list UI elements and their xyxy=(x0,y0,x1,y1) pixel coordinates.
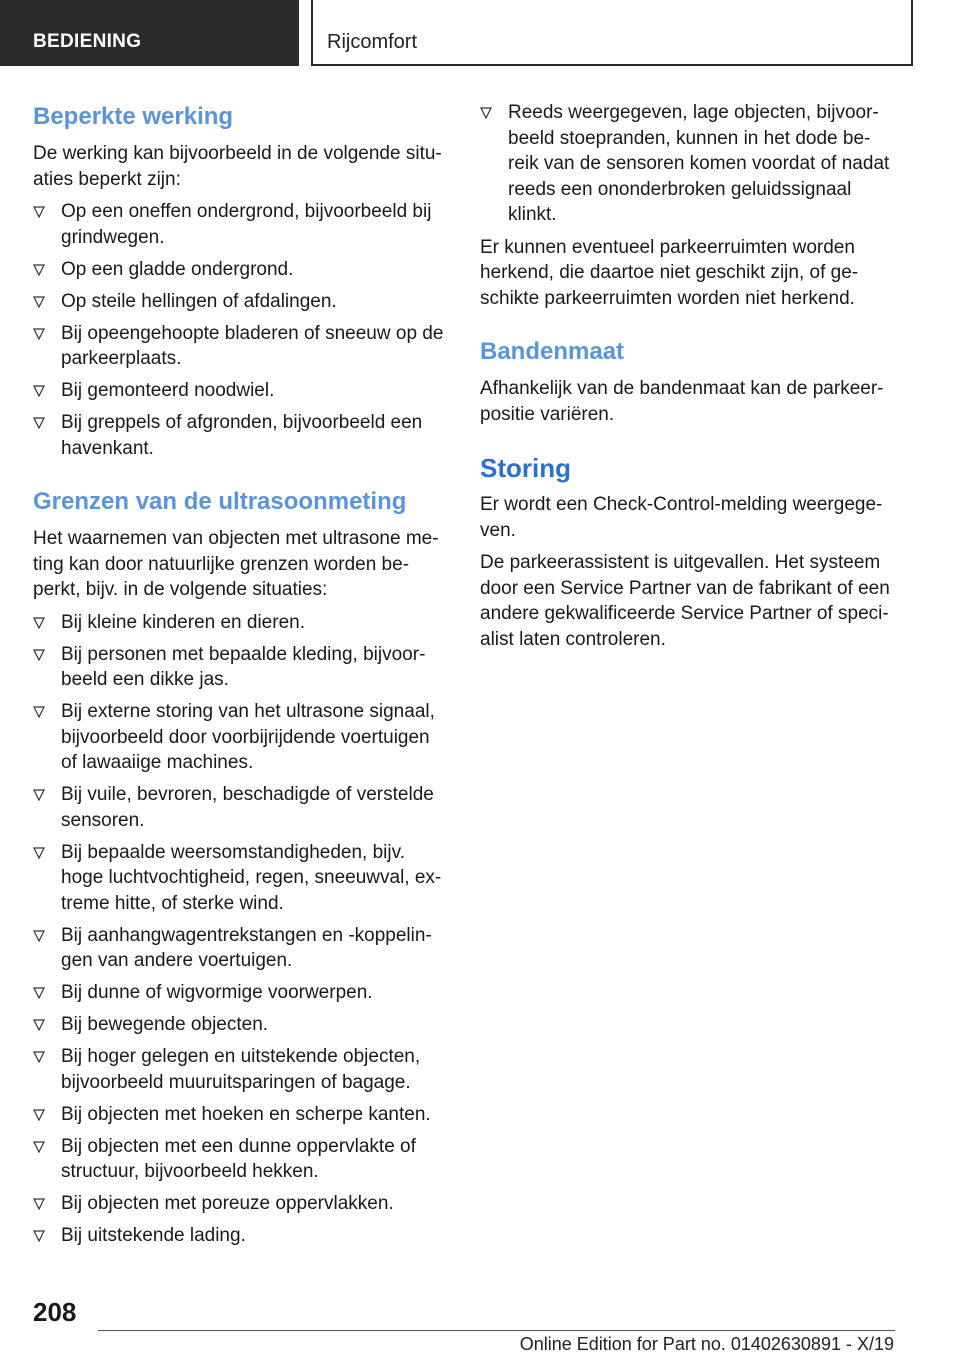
heading-grenzen-ultrasoonmeting: Grenzen van de ultrasoonmeting xyxy=(33,488,407,515)
list-item xyxy=(33,1102,445,1128)
triangle-bullet-icon xyxy=(33,1230,45,1242)
heading-bandenmaat: Bandenmaat xyxy=(480,338,625,365)
list-item-text: Bij uitstekende lading. xyxy=(61,1225,246,1246)
list-item-text: Reeds weergegeven, lage objecten, bijvoorbeeld stoepranden, kunnen in het dode bereik van de sensoren komen voordat of nadat reeds een ononderbroken geluidssignaal klinkt. xyxy=(508,102,890,225)
list-item-text: Bij gemonteerd noodwiel. xyxy=(61,380,275,401)
paragraph-parkeerruimten: Er kunnen eventueel parkeerruimten worden herkend, die daartoe niet geschikt zijn, of geschikte parkeerruimten worden niet herkend. xyxy=(480,236,859,309)
list-item xyxy=(33,1191,445,1217)
triangle-bullet-icon xyxy=(33,847,45,859)
triangle-bullet-icon xyxy=(33,1198,45,1210)
triangle-bullet-icon xyxy=(33,328,45,340)
intro-beperkte-werking: De werking kan bijvoorbeeld in de volgende situaties beperkt zijn: xyxy=(33,143,442,190)
triangle-bullet-icon xyxy=(33,1019,45,1031)
triangle-bullet-icon xyxy=(33,617,45,629)
list-item-text: Bij objecten met poreuze oppervlakken. xyxy=(61,1193,394,1214)
list-item xyxy=(33,1223,445,1249)
list-item xyxy=(33,199,445,250)
list-item-text: Bij bepaalde weersomstandigheden, bijv. hoge luchtvochtigheid, regen, sneeuwval, extreme hitte, of sterke wind. xyxy=(61,841,442,914)
triangle-bullet-icon xyxy=(33,1141,45,1153)
list-item xyxy=(33,1134,445,1185)
list-item-text: Bij greppels of afgronden, bijvoorbeeld een havenkant. xyxy=(61,412,423,459)
paragraph-storing-2: De parkeerassistent is uitgevallen. Het systeem door een Service Partner van de fabrikant of een andere gekwalificeerde Service Partner of specialist laten controleren. xyxy=(480,552,890,650)
list-item-text: Op een oneffen ondergrond, bijvoorbeeld bij grindwegen. xyxy=(61,201,432,248)
list-item xyxy=(33,410,445,461)
intro-grenzen-ultrasoonmeting: Het waarnemen van objecten met ultrasone meting kan door natuurlijke grenzen worden beperkt, bijv. in de volgende situaties: xyxy=(33,528,439,600)
list-item-text: Bij personen met bepaalde kleding, bijvoorbeeld een dikke jas. xyxy=(61,643,426,690)
paragraph-storing-1: Er wordt een Check-Control-melding weergegeven. xyxy=(480,494,883,541)
list-item xyxy=(33,923,445,974)
page-header xyxy=(0,0,960,66)
list-item xyxy=(33,289,445,315)
list-beperkte-werking xyxy=(33,199,445,461)
list-continued xyxy=(480,100,892,228)
list-item xyxy=(33,378,445,404)
list-item xyxy=(33,782,445,833)
list-grenzen-ultrasoonmeting xyxy=(33,610,445,1249)
list-item xyxy=(33,321,445,372)
triangle-bullet-icon xyxy=(33,649,45,661)
list-item xyxy=(480,100,892,228)
list-item-text: Bij externe storing van het ultrasone signaal, bijvoorbeeld door voorbijrijdende voertuigen of lawaaiige machines. xyxy=(61,701,435,773)
footer-divider xyxy=(98,1330,895,1331)
list-item-text: Bij hoger gelegen en uitstekende objecten, bijvoorbeeld muuruitsparingen of bagage. xyxy=(61,1046,421,1093)
list-item xyxy=(33,1044,445,1095)
list-item xyxy=(33,980,445,1006)
list-item xyxy=(33,257,445,283)
triangle-bullet-icon xyxy=(33,987,45,999)
list-item-text: Bij vuile, bevroren, beschadigde of verstelde sensoren. xyxy=(61,784,434,831)
triangle-bullet-icon xyxy=(33,789,45,801)
heading-storing: Storing xyxy=(480,453,571,483)
list-item-text: Bij objecten met een dunne oppervlakte of structuur, bijvoorbeeld hekken. xyxy=(61,1135,416,1182)
left-column xyxy=(33,100,445,1256)
list-item xyxy=(33,840,445,917)
paragraph-bandenmaat: Afhankelijk van de bandenmaat kan de parkeerpositie variëren. xyxy=(480,378,884,425)
triangle-bullet-icon xyxy=(33,385,45,397)
triangle-bullet-icon xyxy=(33,1051,45,1063)
list-item xyxy=(33,1012,445,1038)
header-chapter-title: Rijcomfort xyxy=(311,0,913,66)
list-item-text: Bij dunne of wigvormige voorwerpen. xyxy=(61,982,373,1003)
list-item-text: Bij aanhangwagentrekstangen en -koppelingen van andere voertuigen. xyxy=(61,924,432,971)
footer-edition: Online Edition for Part no. 01402630891 - X/19 xyxy=(519,1334,894,1354)
list-item xyxy=(33,610,445,636)
triangle-bullet-icon xyxy=(480,107,492,119)
list-item-text: Bij opeengehoopte bladeren of sneeuw op de parkeerplaats. xyxy=(61,322,444,369)
triangle-bullet-icon xyxy=(33,1109,45,1121)
heading-beperkte-werking: Beperkte werking xyxy=(33,103,234,130)
list-item-text: Bij bewegende objecten. xyxy=(61,1014,269,1035)
list-item-text: Bij kleine kinderen en dieren. xyxy=(61,611,305,633)
list-item-text: Op steile hellingen of afdalingen. xyxy=(61,290,337,312)
triangle-bullet-icon xyxy=(33,930,45,942)
page-number: 208 xyxy=(33,1297,77,1327)
right-column xyxy=(480,100,892,659)
triangle-bullet-icon xyxy=(33,706,45,718)
list-item xyxy=(33,642,445,693)
list-item xyxy=(33,699,445,776)
list-item-text: Op een gladde ondergrond. xyxy=(61,258,294,280)
triangle-bullet-icon xyxy=(33,296,45,308)
header-section-label: BEDIENING xyxy=(0,0,299,66)
list-item-text: Bij objecten met hoeken en scherpe kanten. xyxy=(61,1103,431,1125)
triangle-bullet-icon xyxy=(33,264,45,276)
triangle-bullet-icon xyxy=(33,417,45,429)
triangle-bullet-icon xyxy=(33,206,45,218)
